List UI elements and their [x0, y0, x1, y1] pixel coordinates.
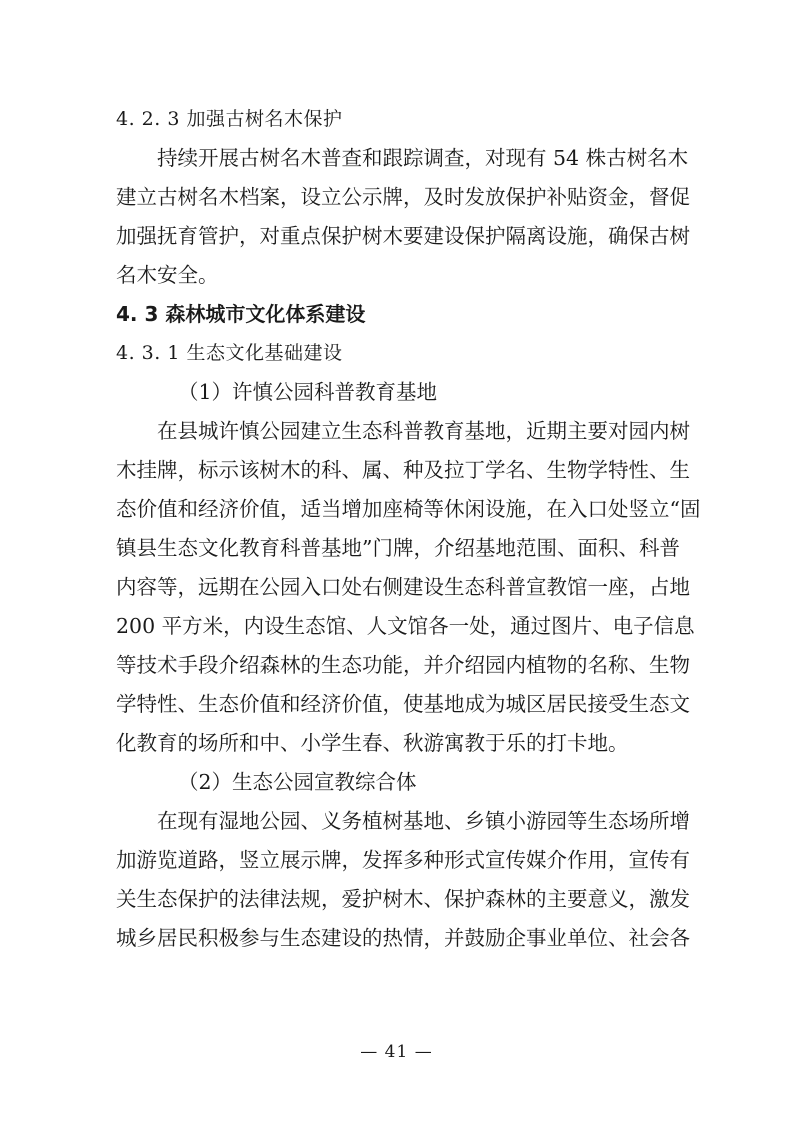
paragraph-line: 持续开展古树名木普查和跟踪调查，对现有 54 株古树名木: [157, 146, 689, 170]
item-heading-2: （2）生态公园宣教综合体: [178, 770, 417, 794]
paragraph-line: 加强抚育管护，对重点保护树木要建设保护隔离设施，确保古树: [116, 224, 690, 248]
paragraph-line: 内容等，远期在公园入口处右侧建设生态科普宣教馆一座，占地: [116, 575, 690, 599]
section-heading-4-2-3: 4. 2. 3 加强古树名木保护: [116, 108, 343, 130]
section-heading-4-3-1: 4. 3. 1 生态文化基础建设: [116, 342, 343, 364]
paragraph-line: 建立古树名木档案，设立公示牌，及时发放保护补贴资金，督促: [116, 185, 690, 209]
paragraph-line: 200 平方米，内设生态馆、人文馆各一处，通过图片、电子信息: [116, 614, 695, 638]
paragraph-line: 学特性、生态价值和经济价值，使基地成为城区居民接受生态文: [116, 692, 690, 716]
page-number: — 41 —: [360, 1042, 433, 1062]
paragraph-line: 态价值和经济价值，适当增加座椅等休闲设施，在入口处竖立“固: [116, 497, 701, 521]
paragraph-line: 镇县生态文化教育科普基地”门牌，介绍基地范围、面积、科普: [116, 536, 680, 560]
paragraph-line: 木挂牌，标示该树木的科、属、种及拉丁学名、生物学特性、生: [116, 458, 690, 482]
paragraph-line: 加游览道路，竖立展示牌，发挥多种形式宣传媒介作用，宣传有: [116, 848, 690, 872]
paragraph-line: 城乡居民积极参与生态建设的热情，并鼓励企事业单位、社会各: [116, 926, 690, 950]
section-heading-4-3: 4. 3 森林城市文化体系建设: [116, 302, 366, 326]
paragraph-line: 名木安全。: [116, 263, 219, 287]
page-body: [116, 100, 701, 958]
item-heading-1: （1）许慎公园科普教育基地: [178, 380, 438, 404]
paragraph-line: 化教育的场所和中、小学生春、秋游寓教于乐的打卡地。: [116, 731, 629, 755]
paragraph-line: 关生态保护的法律法规，爱护树木、保护森林的主要意义，激发: [116, 887, 690, 911]
paragraph-line: 在县城许慎公园建立生态科普教育基地，近期主要对园内树: [157, 419, 690, 443]
paragraph-line: 在现有湿地公园、义务植树基地、乡镇小游园等生态场所增: [157, 809, 690, 833]
paragraph-line: 等技术手段介绍森林的生态功能，并介绍园内植物的名称、生物: [116, 653, 690, 677]
